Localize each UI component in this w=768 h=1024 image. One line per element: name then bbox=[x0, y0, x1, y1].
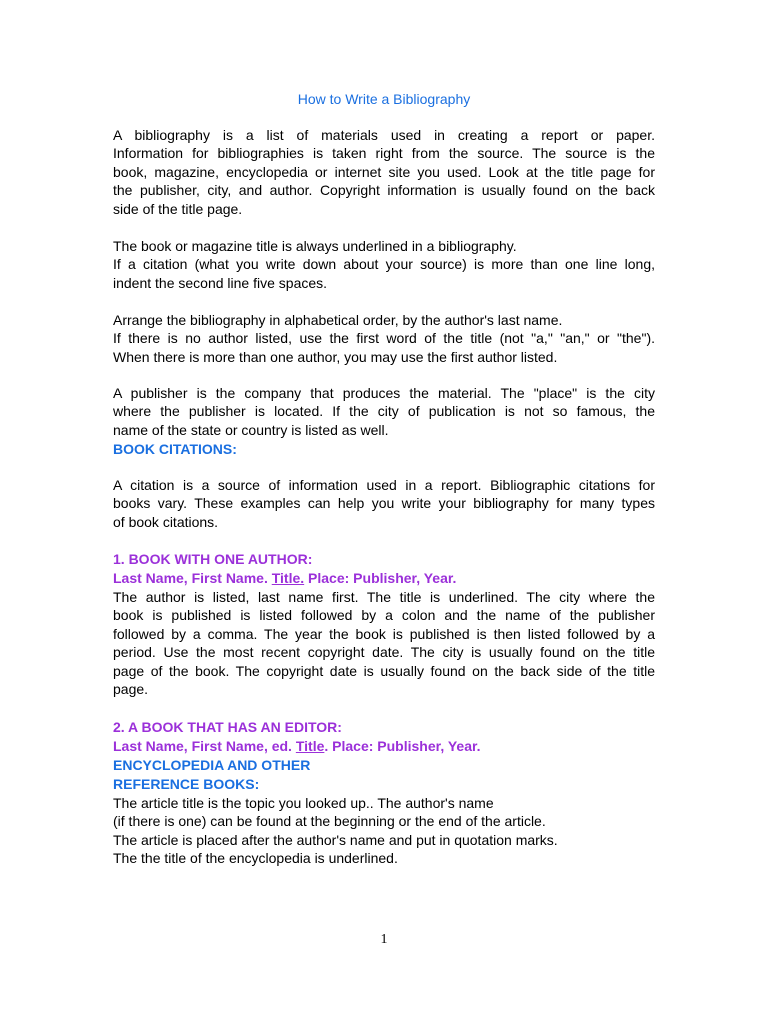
arrange-line: Arrange the bibliography in alphabetical order, by the author's last name. bbox=[113, 312, 563, 328]
publisher-line: name of the state or country is listed as well. bbox=[113, 421, 389, 438]
page-title: How to Write a Bibliography bbox=[297, 91, 471, 107]
encyclopedia-line: The article title is the topic you looked up.. The author's name bbox=[113, 795, 494, 811]
section1-line: page. bbox=[113, 681, 149, 698]
intro-line: the publisher, city, and author. Copyright information is usually found on the back bbox=[113, 182, 655, 199]
encyclopedia-body bbox=[113, 794, 655, 868]
section2-format bbox=[113, 737, 481, 755]
underline-line: If a citation (what you write down about your source) is more than one line long, bbox=[113, 256, 655, 273]
encyclopedia-line: (if there is one) can be found at the beginning or the end of the article. bbox=[113, 813, 546, 830]
publisher-line: A publisher is the company that produces the material. The "place" is the city bbox=[113, 385, 655, 401]
section2-format-title: Title bbox=[295, 738, 325, 754]
section2-format-prefix: Last Name, First Name, ed. bbox=[113, 738, 296, 754]
citation-line: of book citations. bbox=[113, 513, 219, 530]
publisher-line: where the publisher is located. If the city of publication is not so famous, the bbox=[113, 403, 655, 420]
intro-line: Information for bibliographies is taken right from the source. The source is the bbox=[113, 145, 655, 162]
intro-line: A bibliography is a list of materials used in creating a report or paper. bbox=[113, 127, 655, 143]
arrange-paragraph bbox=[113, 311, 655, 366]
citation-line: A citation is a source of information used in a report. Bibliographic citations for bbox=[113, 477, 655, 493]
underline-paragraph bbox=[113, 237, 655, 292]
arrange-line: If there is no author listed, use the first word of the title (not "a," "an," or "the"). bbox=[113, 330, 655, 347]
book-citations-heading: BOOK CITATIONS: bbox=[113, 441, 237, 457]
encyclopedia-line: The the title of the encyclopedia is underlined. bbox=[113, 850, 398, 867]
encyclopedia-line: The article is placed after the author's name and put in quotation marks. bbox=[113, 831, 558, 848]
section1-format-suffix: Place: Publisher, Year. bbox=[304, 570, 457, 586]
encyclopedia-heading-line2: REFERENCE BOOKS: bbox=[113, 776, 260, 792]
publisher-paragraph bbox=[113, 384, 655, 439]
encyclopedia-heading-line1: ENCYCLOPEDIA AND OTHER bbox=[113, 757, 311, 773]
section1-format-title: Title. bbox=[271, 570, 305, 586]
section1-line: period. Use the most recent copyright date. The city is usually found on the title bbox=[113, 644, 655, 661]
section1-body bbox=[113, 588, 655, 698]
section1-format bbox=[113, 569, 456, 587]
section1-line: The author is listed, last name first. The title is underlined. The city where the bbox=[113, 589, 655, 605]
section2-heading: 2. A BOOK THAT HAS AN EDITOR: bbox=[113, 719, 342, 735]
arrange-line: When there is more than one author, you may use the first author listed. bbox=[113, 348, 558, 365]
citation-line: books vary. These examples can help you write your bibliography for many types bbox=[113, 495, 655, 512]
intro-paragraph bbox=[113, 126, 655, 218]
section1-line: page of the book. The copyright date is usually found on the back side of the title bbox=[113, 662, 655, 679]
section1-line: followed by a comma. The year the book is published is then listed followed by a bbox=[113, 625, 655, 642]
section1-format-prefix: Last Name, First Name. bbox=[113, 570, 272, 586]
section1-line: book is published is listed followed by a colon and the name of the publisher bbox=[113, 607, 655, 624]
underline-line: The book or magazine title is always underlined in a bibliography. bbox=[113, 238, 517, 254]
underline-line: indent the second line five spaces. bbox=[113, 274, 328, 291]
intro-line: side of the title page. bbox=[113, 200, 243, 217]
page-number: 1 bbox=[380, 932, 388, 947]
section2-format-suffix: . Place: Publisher, Year. bbox=[324, 738, 481, 754]
intro-line: book, magazine, encyclopedia or internet site you used. Look at the title page for bbox=[113, 163, 655, 180]
citation-paragraph bbox=[113, 476, 655, 531]
section1-heading: 1. BOOK WITH ONE AUTHOR: bbox=[113, 551, 313, 567]
